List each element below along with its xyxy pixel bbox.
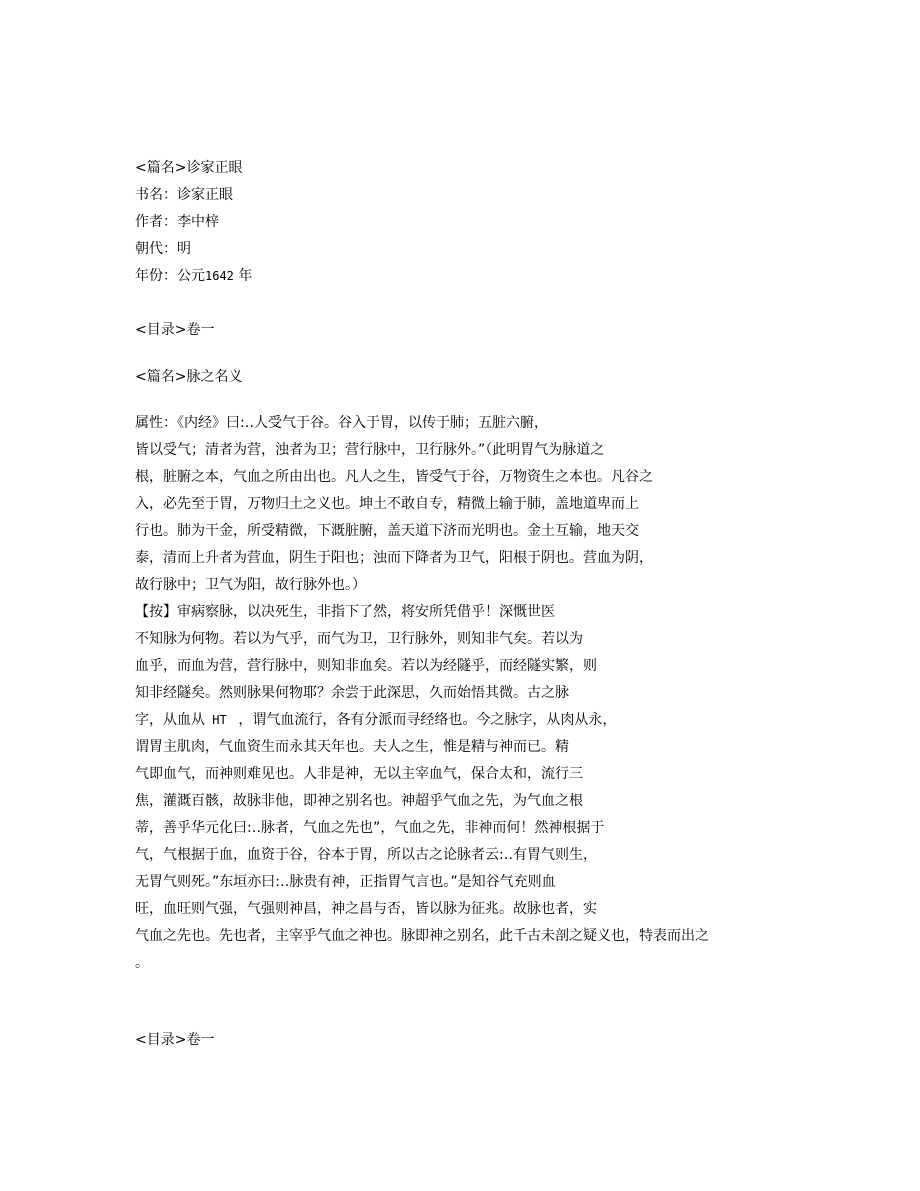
- book-name: 书名：诊家正眼: [135, 187, 233, 203]
- body-line: 血乎，而血为营，营行脉中，则知非血矣。若以为经隧乎，而经隧实繁，则: [135, 658, 597, 674]
- body-line: 蒂，善乎华元化曰:‥脉者，气血之先也”，气血之先，非神而何！然神根据于: [135, 820, 605, 836]
- body-line: 焦，灌溉百骸，故脉非他，即神之别名也。神超乎气血之先，为气血之根: [135, 793, 583, 809]
- body-line: 【按】审病察脉，以决死生，非指下了然，将安所凭借乎！深慨世医: [135, 604, 555, 620]
- body-line: 根，脏腑之本，气血之所由出也。凡人之生，皆受气于谷，万物资生之本也。凡谷之: [135, 469, 653, 485]
- dynasty-line: 朝代：明: [135, 241, 191, 257]
- body-line: 无胃气则死。”东垣亦曰:‥脉贵有神，正指胃气言也。”是知谷气充则血: [135, 874, 556, 890]
- year-prefix: 年份：公元: [135, 268, 205, 284]
- body-line: 皆以受气；清者为营，浊者为卫；营行脉中，卫行脉外。”（此明胃气为脉道之: [135, 442, 605, 458]
- body-line: 行也。肺为干金，所受精微，下溉脏腑，盖天道下济而光明也。金土互输，地天交: [135, 523, 639, 539]
- body-line: 故行脉中；卫气为阳，故行脉外也。）: [135, 577, 366, 593]
- body-line: 气血之先也。先也者，主宰乎气血之神也。脉即神之别名，此千古未剖之疑义也，特表而出之: [135, 928, 709, 944]
- body-line: 知非经隧矣。然则脉果何物耶？余尝于此深思，久而始悟其微。古之脉: [135, 685, 569, 701]
- body-line: 属性：《内经》曰:‥人受气于谷。谷入于胃，以传于肺；五脏六腑，: [135, 415, 549, 431]
- toc-heading: <目录>卷一: [135, 1032, 215, 1048]
- body-line: 泰，清而上升者为营血，阴生于阳也；浊而下降者为卫气，阳根于阴也。营血为阴，: [135, 550, 653, 566]
- body-line: 不知脉为何物。若以为气乎，而气为卫，卫行脉外，则知非气矣。若以为: [135, 631, 583, 647]
- toc-heading: <目录>卷一: [135, 322, 215, 338]
- body-text: 字，从血从: [135, 712, 205, 728]
- author-line: 作者：李中梓: [135, 214, 219, 230]
- body-line: [135, 710, 616, 730]
- section-title: <篇名>脉之名义: [135, 369, 243, 385]
- year-value: 1642: [205, 269, 234, 283]
- body-line: 气，气根据于血，血资于谷，谷本于胃，所以古之论脉者云:‥有胃气则生，: [135, 847, 598, 863]
- chapter-title: <篇名>诊家正眼: [135, 160, 243, 176]
- body-text-mono: HT: [205, 713, 234, 727]
- body-line: 旺，血旺则气强，气强则神昌，神之昌与否，皆以脉为征兆。故脉也者，实: [135, 901, 597, 917]
- body-line: 入，必先至于胃，万物归土之义也。坤土不敢自专，精微上输于肺，盖地道卑而上: [135, 496, 639, 512]
- year-suffix: 年: [233, 268, 253, 284]
- year-line: [135, 266, 252, 286]
- body-line: 谓胃主肌肉，气血资生而永其天年也。夫人之生，惟是精与神而已。精: [135, 739, 569, 755]
- body-text: ，谓气血流行，各有分派而寻经络也。今之脉字，从肉从永，: [233, 712, 617, 728]
- body-line: 。: [135, 955, 149, 971]
- body-line: 气即血气，而神则难见也。人非是神，无以主宰血气，保合太和，流行三: [135, 766, 583, 782]
